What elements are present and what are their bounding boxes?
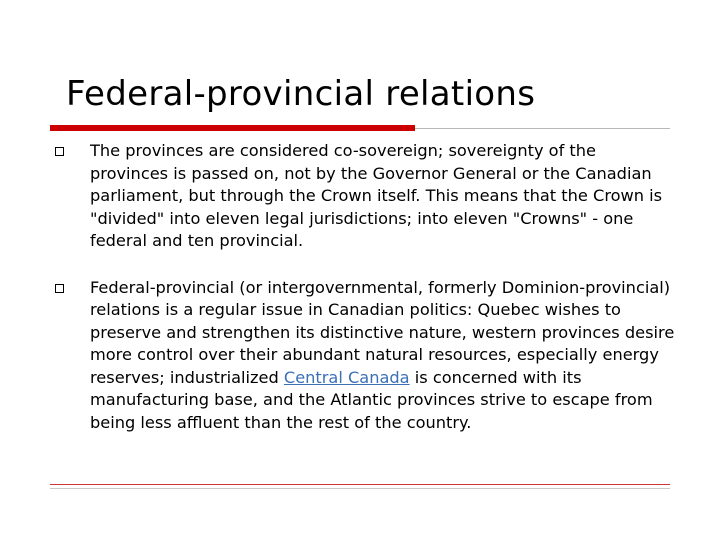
list-item [50,277,675,435]
bullet-text-after-link: is concerned with its manufacturing base, and the Atlantic provinces strive to escape from being less affluent than the rest of the country. [90,367,653,432]
bullet-list [50,140,675,434]
title-underline-accent [50,125,415,131]
footer-rule-grey [50,488,670,489]
slide-title: Federal-provincial relations [66,74,536,114]
hollow-square-bullet-icon [55,284,64,293]
bullet-text: The provinces are considered co-sovereign; sovereignty of the provinces is passed on, not by the Governor General or the Canadian parliament, but through the Crown itself. This means that the Crown is "divided" into eleven legal jurisdictions; into eleven "Crowns" - one federal and ten provincial. [90,141,663,250]
title-underline-rule [415,128,670,129]
central-canada-link[interactable]: Central Canada [283,367,410,387]
list-item [50,140,675,253]
bullet-text-before-link: Federal-provincial (or intergovernmental, formerly Dominion-provincial) relations is a regular issue in Canadian politics: Quebec wishes to preserve and strengthen its distinctive nature, western provinces desire more control over their abundant natural resources, especially energy reserves; industrialized [90,277,675,387]
hollow-square-bullet-icon [55,147,64,156]
footer-rule-red [50,484,670,485]
